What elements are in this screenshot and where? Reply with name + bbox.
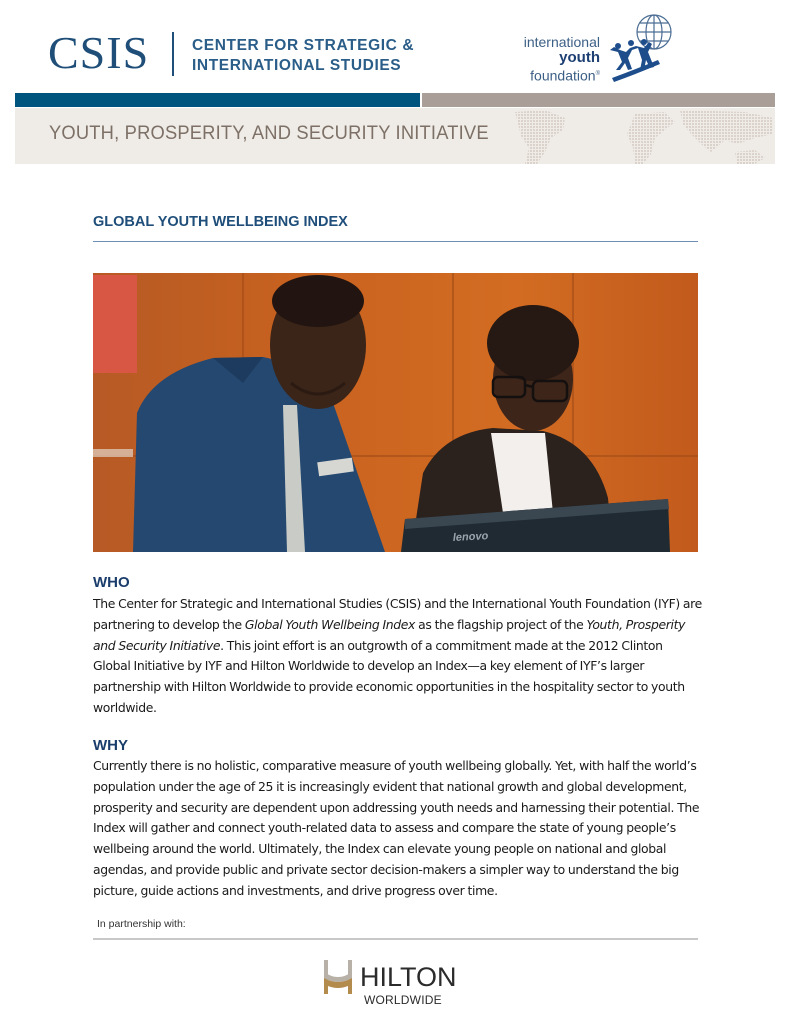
csis-logo: CSIS [48,27,150,78]
who-paragraph [93,594,703,719]
hilton-h-icon [322,960,354,994]
initiative-banner [15,108,775,164]
iyf-line-1: international [523,34,600,50]
monitor-brand-label: lenovo [452,530,489,544]
initiative-name-emphasis: Youth, Prosperity and Security Initiative [93,616,686,653]
hero-photo [93,273,698,552]
header-gray-bar [422,93,775,107]
csis-name-line-2: INTERNATIONAL STUDIES [192,57,402,74]
csis-full-name [192,36,414,76]
registered-mark: ® [595,71,600,77]
iyf-globe-figures-icon [604,12,678,84]
partnership-divider [93,938,698,940]
hilton-logo-name: HILTON [360,962,457,992]
page-title: GLOBAL YOUTH WELLBEING INDEX [93,214,348,230]
who-text-1: The Center for Strategic and International Studies (CSIS) and the International Youth Foundation (IYF) are partnering to develop the [93,596,702,632]
iyf-logo-text [508,34,600,84]
header-blue-bar [15,93,420,107]
logo-divider [172,32,174,76]
iyf-line-2: youth [559,49,600,66]
csis-name-line-1: CENTER FOR STRATEGIC & [192,37,415,54]
title-divider [93,241,698,242]
who-text-3: . This joint effort is an outgrowth of a commitment made at the 2012 Clinton Global Initiative by IYF and Hilton Worldwide to develop an Index—a key element of IYF’s larger partnership with Hilton Worldwide to provide economic opportunities in the hospitality sector to youth worldwide. [93,637,685,715]
iyf-line-3-text: foundation [530,67,596,84]
banner-title: YOUTH, PROSPERITY, AND SECURITY INITIATIVE [49,122,489,144]
hilton-logo-subtitle: WORLDWIDE [364,993,442,1007]
partnership-label: In partnership with: [97,918,186,930]
why-heading: WHY [93,737,128,754]
iyf-line-3 [508,66,600,84]
why-paragraph: Currently there is no holistic, comparative measure of youth wellbeing globally. Yet, with half the world’s population under the age of 25 it is increasingly evident that national growth and global development, prosperity and security are dependent upon addressing youth needs and harnessing their potential. The Index will gather and connect youth-related data to assess and compare the state of young people’s wellbeing around the world. Ultimately, the Index can elevate young people on national and global agendas, and provide public and private sector decision-makers a simpler way to understand the big picture, guide actions and investments, and drive progress over time. [93,758,700,898]
index-name-emphasis: Global Youth Wellbeing Index [244,616,416,632]
world-map-icon [515,108,775,164]
who-heading: WHO [93,574,130,591]
youth-at-computer-illustration [93,273,698,552]
who-text-2: as the flagship project of the [415,616,587,632]
